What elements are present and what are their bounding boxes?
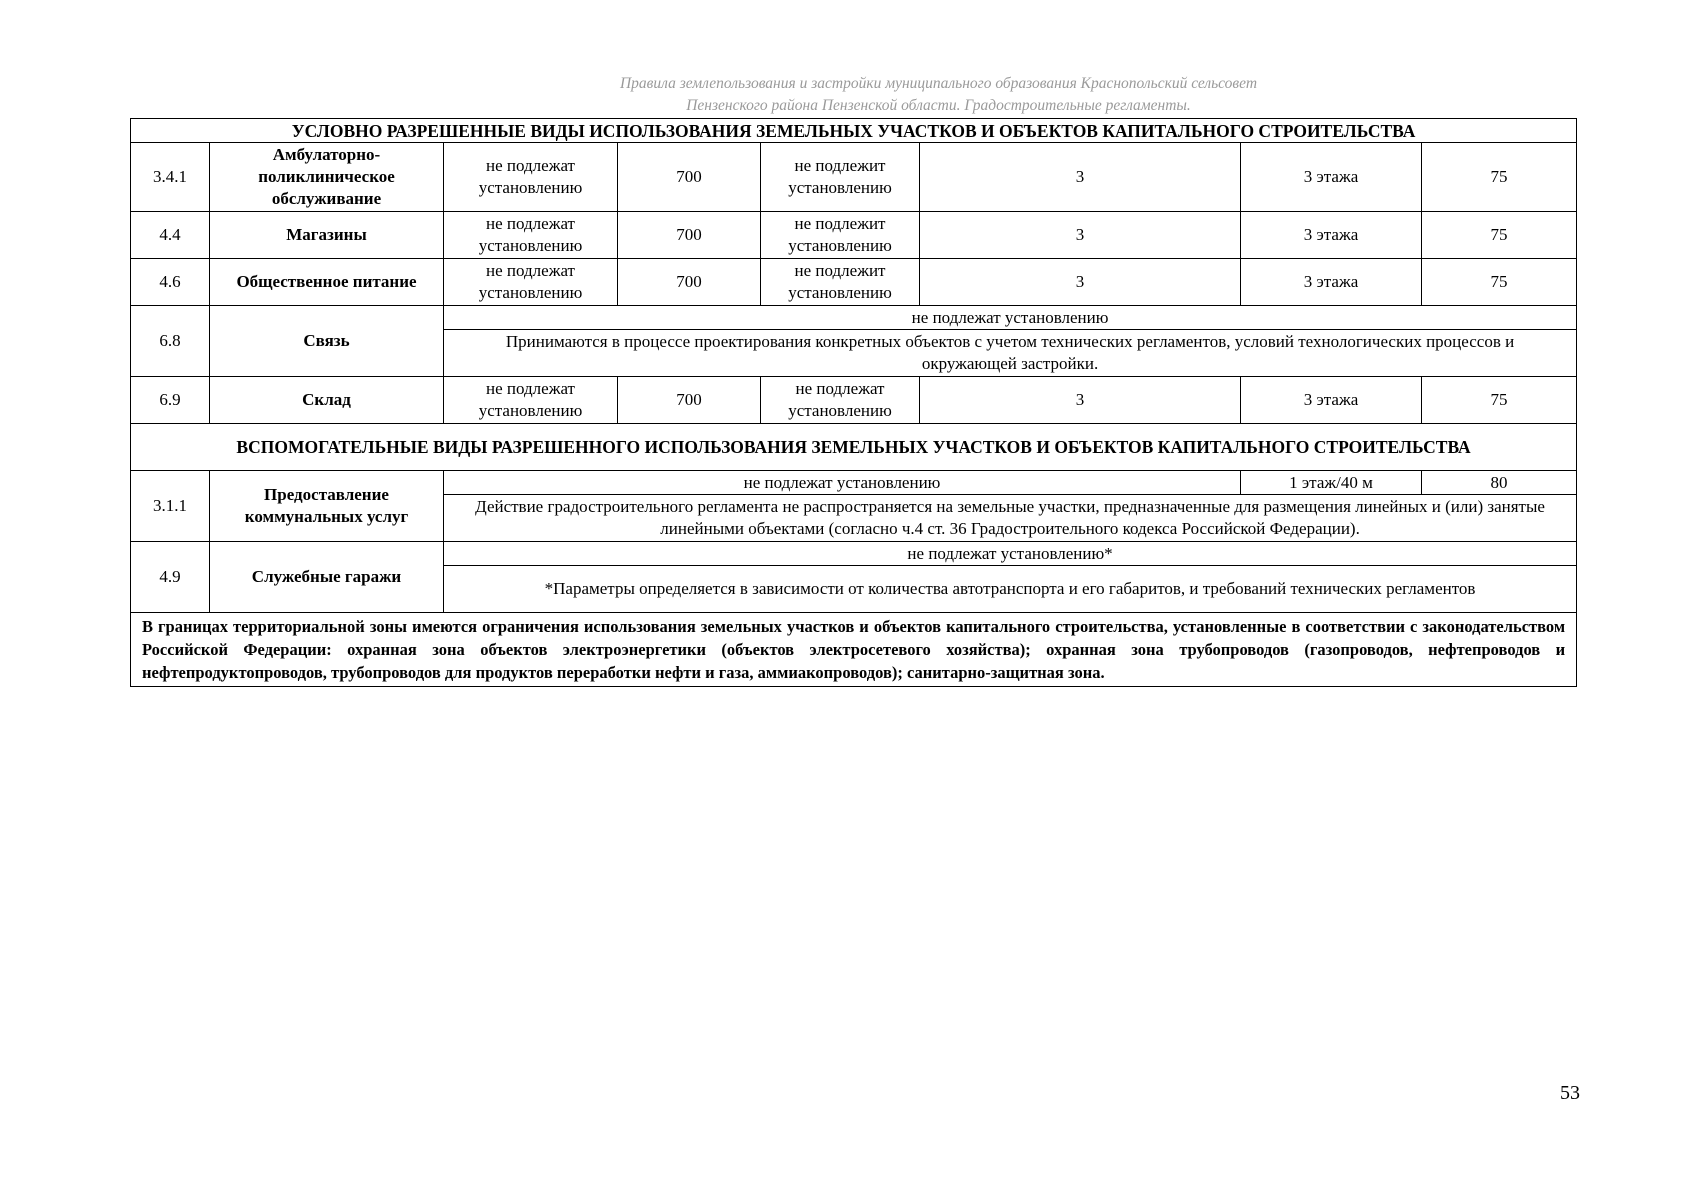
row-cell: не подлежит установлению [761, 212, 920, 259]
table-row [131, 377, 1577, 424]
row-cell: 75 [1422, 377, 1577, 424]
table-row [131, 471, 1577, 495]
row-name: Предоставление коммунальных услуг [210, 471, 444, 542]
row-cell: не подлежит установлению [761, 143, 920, 212]
row-cell: 3 [920, 212, 1241, 259]
row-cell: не подлежат установлению [444, 212, 618, 259]
row-cell: 3 этажа [1241, 143, 1422, 212]
row-name: Общественное питание [210, 259, 444, 306]
row-cell: не подлежат установлению [444, 259, 618, 306]
row-name: Связь [210, 306, 444, 377]
row-cell: 700 [618, 259, 761, 306]
row-cell: не подлежат установлению [444, 306, 1577, 330]
row-code: 6.9 [131, 377, 210, 424]
row-code: 4.9 [131, 542, 210, 613]
regulations-table [130, 118, 1577, 687]
section-title: ВСПОМОГАТЕЛЬНЫЕ ВИДЫ РАЗРЕШЕННОГО ИСПОЛЬЗОВАНИЯ ЗЕМЕЛЬНЫХ УЧАСТКОВ И ОБЪЕКТОВ КАПИТАЛЬНОГО СТРОИТЕЛЬСТВА [131, 424, 1577, 471]
row-code: 3.1.1 [131, 471, 210, 542]
section-title: УСЛОВНО РАЗРЕШЕННЫЕ ВИДЫ ИСПОЛЬЗОВАНИЯ ЗЕМЕЛЬНЫХ УЧАСТКОВ И ОБЪЕКТОВ КАПИТАЛЬНОГО СТРОИТЕЛЬСТВА [131, 119, 1577, 143]
header-line-1: Правила землепользования и застройки муниципального образования Краснопольский сельсовет [619, 75, 1258, 92]
page-number: 53 [1560, 1082, 1580, 1104]
row-cell: Принимаются в процессе проектирования конкретных объектов с учетом технических регламентов, условий технологических процессов и окружающей застройки. [444, 330, 1577, 377]
row-cell: 75 [1422, 212, 1577, 259]
table-row [131, 259, 1577, 306]
row-cell: 3 этажа [1241, 212, 1422, 259]
row-code: 3.4.1 [131, 143, 210, 212]
row-cell: Действие градостроительного регламента не распространяется на земельные участки, предназначенные для размещения линейных и (или) занятые линейными объектами (согласно ч.4 ст. 36 Градостроительного кодекса Российской Федерации). [444, 495, 1577, 542]
row-cell: 700 [618, 212, 761, 259]
row-cell: не подлежат установлению [444, 377, 618, 424]
row-cell: 3 [920, 143, 1241, 212]
row-cell: 3 этажа [1241, 377, 1422, 424]
row-name: Служебные гаражи [210, 542, 444, 613]
row-cell: не подлежит установлению [761, 259, 920, 306]
row-cell: не подлежат установлению* [444, 542, 1577, 566]
row-cell: не подлежат установлению [444, 471, 1241, 495]
row-cell: 3 [920, 259, 1241, 306]
section-header-conditional [131, 119, 1577, 143]
row-name: Амбулаторно-поликлиническое обслуживание [210, 143, 444, 212]
row-cell: 700 [618, 143, 761, 212]
row-code: 4.4 [131, 212, 210, 259]
row-cell: 1 этаж/40 м [1241, 471, 1422, 495]
restrictions-note: В границах территориальной зоны имеются ограничения использования земельных участков и объектов капитального строительства, установленные в соответствии с законодательством Российской Федерации: охранная зона объектов электроэнергетики (объектов электросетевого хозяйства); охранная зона трубопроводов (газопроводов, нефтепроводов и нефтепродуктопроводов, трубопроводов для продуктов переработки нефти и газа, аммиакопроводов); санитарно-защитная зона. [131, 613, 1577, 687]
row-cell: не подлежат установлению [761, 377, 920, 424]
table-row [131, 143, 1577, 212]
row-cell: 3 этажа [1241, 259, 1422, 306]
row-cell: *Параметры определяется в зависимости от количества автотранспорта и его габаритов, и требований технических регламентов [444, 566, 1577, 613]
table-row [131, 212, 1577, 259]
row-name: Магазины [210, 212, 444, 259]
row-cell: не подлежат установлению [444, 143, 618, 212]
row-cell: 3 [920, 377, 1241, 424]
section-header-auxiliary [131, 424, 1577, 471]
row-cell: 700 [618, 377, 761, 424]
row-code: 4.6 [131, 259, 210, 306]
table-row [131, 542, 1577, 566]
restrictions-note-row [131, 613, 1577, 687]
row-code: 6.8 [131, 306, 210, 377]
header-line-2: Пензенского района Пензенской области. Градостроительные регламенты. [686, 97, 1191, 114]
row-cell: 75 [1422, 259, 1577, 306]
running-header [0, 73, 1697, 117]
table-row [131, 306, 1577, 330]
row-cell: 80 [1422, 471, 1577, 495]
row-cell: 75 [1422, 143, 1577, 212]
row-name: Склад [210, 377, 444, 424]
